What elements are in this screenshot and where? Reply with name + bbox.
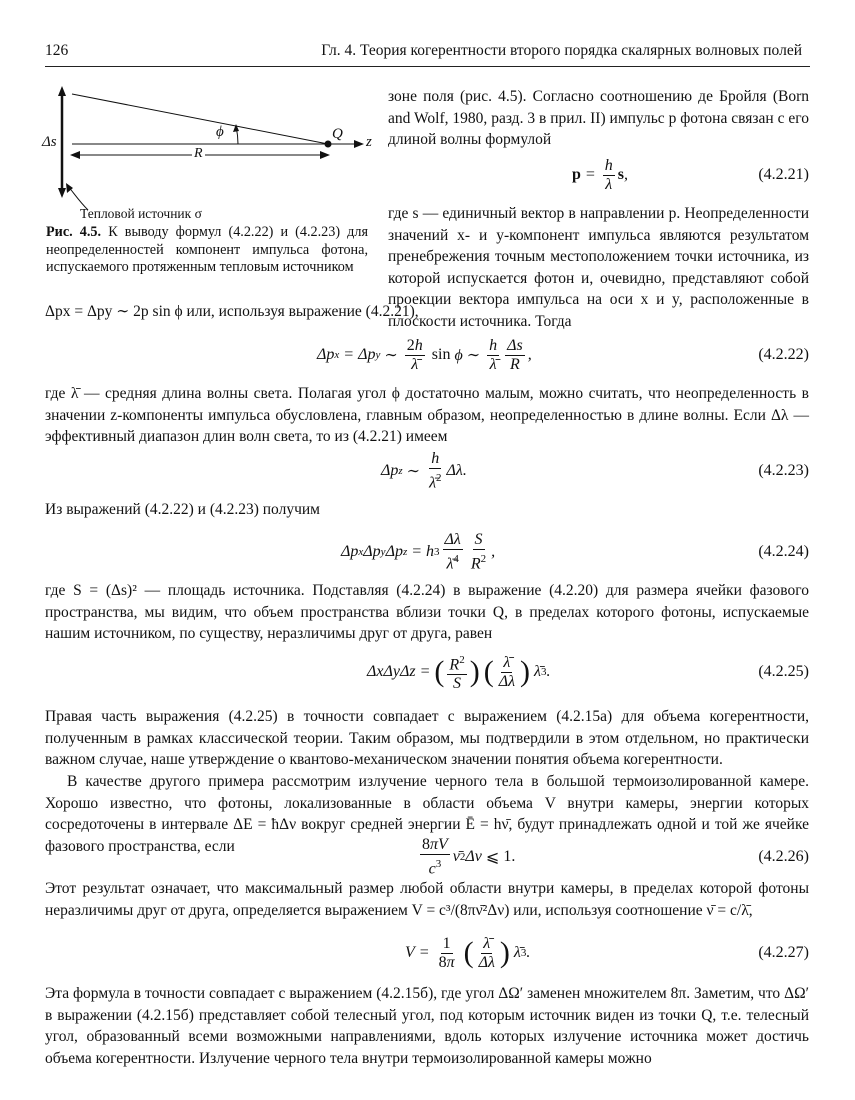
running-header [45, 40, 810, 67]
paragraph-blackbody: В качестве другого примера рассмотрим излучение черного тела в большой термоизолированной камере. Хорошо известно, что фотоны, локализованные в области объема V внутри камеры, энергии которых сосредоточены в интервале ΔE = ħΔν вокруг средней энергии Ē = hν̄, будут принадлежать одной и той же ячейке фазового пространства, если [45, 773, 809, 855]
body-line-delta-p: Δpx = Δpy ∼ 2p sin ϕ или, используя выражение (4.2.21), [45, 303, 419, 320]
label-r: R [194, 146, 203, 161]
right-col-paragraph-2: где s — единичный вектор в направлении p. Неопределенности значений x- и y-компонент импульса являются результатом пренебрежения точным местоположением точки источника, из которой испускается фотон и, очевидно, представляют собой проекции вектора импульса на оси x и y, расположенные в плоскости источника. Тогда [388, 205, 809, 330]
figure-diagram [40, 84, 380, 224]
eq-number-4-2-22: (4.2.22) [758, 346, 809, 363]
paragraph-after-4-2-23: Из выражений (4.2.22) и (4.2.23) получим [45, 501, 320, 518]
equation-4-2-22: Δp x = Δp y ∼ $\frac{2h}{\lambdā}$ sin ϕ ∼ $\frac{h}{\lambdā}$ $\frac{\Delta s}{R}$ , (4.2.22) [45, 330, 809, 380]
equation-4-2-27: V = $\frac{1}{8\pi}$ ( $\frac{\lambdā}{\Delta\lambda}$ ) λ̄ 3 . (4.2.27) [45, 928, 809, 978]
paragraph-after-4-2-25: Правая часть выражения (4.2.25) в точности совпадает с выражением (4.2.15а) для объема когерентности, полученным в рамках классической теории. Таким образом, мы подтвердили в этом отдельном, но практически важном случае, наше утверждение о квантово-механическом значении понятия объема когерентности. [45, 708, 809, 768]
paragraph-last: Эта формула в точности совпадает с выражением (4.2.15б), где угол ΔΩ′ заменен множителем 8π. Заметим, что ΔΩ′ в выражении (4.2.15б) представляет собой телесный угол, под которым источник виден из точки Q, т.е. телесный угол, образованный всеми возможными направлениями, вдоль которых излучение источника может достичь объема когерентности. Излучение черного тела внутри термоизолированной камеры можно [45, 985, 809, 1067]
z-axis-arrowhead [354, 140, 364, 148]
eq-number-4-2-26: (4.2.26) [758, 848, 809, 865]
equation-4-2-21: p = $\frac{h}{\lambda}$ s , (4.2.21) [388, 150, 809, 200]
caption-label: Рис. 4.5. [46, 224, 102, 240]
equation-4-2-25: ΔxΔyΔz = ( $\frac{R^2}{S}$ ) ( $\frac{\lambdā}{\Delta\lambda}$ ) λ̄ 3 . (4.2.25) [45, 647, 809, 697]
eq-number-4-2-25: (4.2.25) [758, 663, 809, 680]
delta-s-arrowhead-top [58, 86, 66, 96]
figure-caption [46, 224, 368, 277]
right-col-paragraph-1: зоне поля (рис. 4.5). Согласно соотношению де Бройля (Born and Wolf, 1980, разд. 3 в прил. II) импульс p фотона связан с его длиной волны формулой [388, 88, 809, 148]
paragraph-after-4-2-26: Этот результат означает, что максимальный размер любой области внутри камеры, в пределах которой фотоны неразличимы друг от друга, определяется выражением V = c³/(8πν̄²Δν) или, используя соотношение ν̄ = c/λ̄, [45, 880, 809, 919]
eq-number-4-2-21: (4.2.21) [758, 166, 809, 183]
ray-to-q [72, 94, 328, 144]
eq-number-4-2-24: (4.2.24) [758, 543, 809, 560]
label-q: Q [332, 126, 343, 142]
label-thermal-source: Тепловой источник σ [80, 206, 202, 221]
label-phi: ϕ [216, 124, 224, 140]
label-z: z [366, 134, 372, 150]
equation-4-2-23: Δp z ∼ $\frac{h}{\lambdā^2}$ Δλ. (4.2.23) [45, 446, 809, 496]
caption-text: К выводу формул (4.2.22) и (4.2.23) для неопределенностей компонент импульса фотона, испускаемого протяженным тепловым источником [46, 224, 369, 275]
delta-s-arrowhead-bottom [58, 188, 66, 198]
page-number: 126 [45, 42, 69, 59]
paragraph-after-4-2-24: где S = (Δs)² — площадь источника. Подставляя (4.2.24) в выражение (4.2.20) для размера ячейки фазового пространства, мы видим, что объем пространства вблизи точки Q, в пределах которого фотоны, испускаемые нашим источником, по существу, неразличимы друг от друга, равен [45, 582, 809, 642]
equation-4-2-24: Δp x Δp y Δp z = h 3 $\frac{\Delta\lambda}{\lambdā^4}$ $\frac{S}{R^2}$ , (4.2.24) [45, 527, 809, 577]
eq-number-4-2-23: (4.2.23) [758, 462, 809, 479]
equation-4-2-26: $\frac{8\pi V}{c^3}$ ν̄ 2 Δν ⩽ 1. (4.2.26) [45, 832, 809, 882]
eq-number-4-2-27: (4.2.27) [758, 944, 809, 961]
r-arrowhead-right [320, 151, 330, 159]
paragraph-after-4-2-22: где λ̄ — средняя длина волны света. Полагая угол ϕ достаточно малым, можно считать, что неопределенность в значении z-компоненты импульса обусловлена, главным образом, неопределенностью в длине волны. Если Δλ — эффективный диапазон длин волн света, то из (4.2.21) имеем [45, 385, 809, 445]
point-q [325, 141, 332, 148]
r-arrowhead-left [70, 151, 80, 159]
label-delta-s: Δs [42, 134, 57, 150]
chapter-title: Гл. 4. Теория когерентности второго порядка скалярных волновых полей [321, 42, 802, 59]
